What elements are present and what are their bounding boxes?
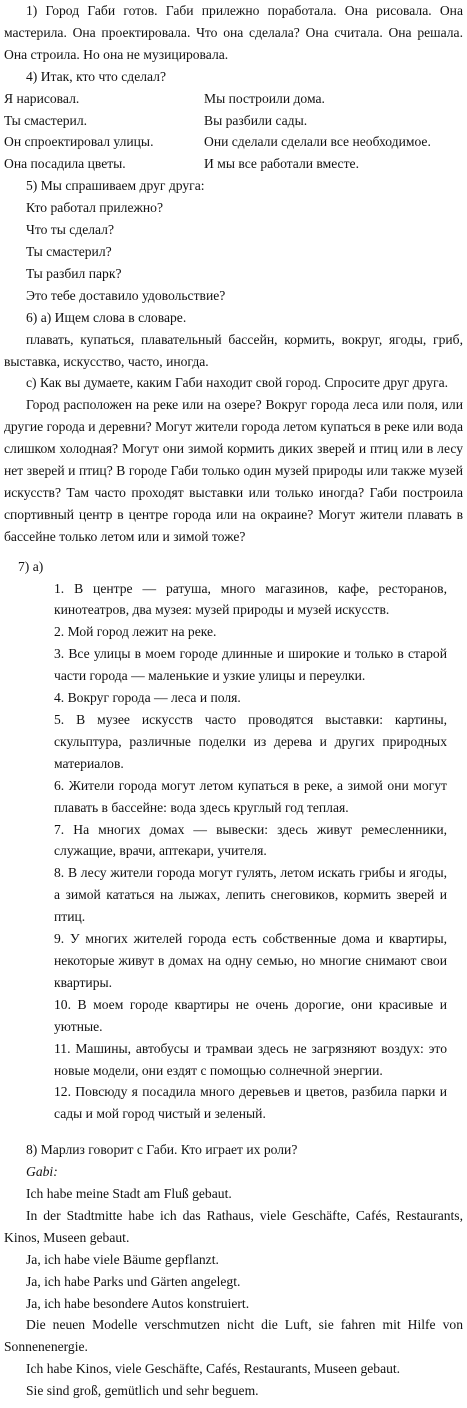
list-item: 1. В центре — ратуша, много магазинов, кафе, ресторанов, кинотеатров, два музея: музей природы и музей искусств. xyxy=(54,580,447,618)
dialogue-lines xyxy=(4,1183,463,1402)
exercise-4-table xyxy=(4,88,463,176)
table-cell-left: Она посадила цветы. xyxy=(4,156,126,172)
exercise-6a-heading: 6) а) Ищем слова в словаре. xyxy=(26,309,187,325)
dialogue-line: Ja, ich habe Parks und Gärten angelegt. xyxy=(26,1273,241,1289)
dialogue-line: In der Stadtmitte habe ich das Rathaus, viele Geschäfte, Cafés, Restaurants, Kinos, Museen gebaut. xyxy=(4,1207,463,1245)
table-row xyxy=(4,88,463,110)
table-cell-right: Мы построили дома. xyxy=(204,90,325,106)
list-item: Что ты сделал? xyxy=(26,222,115,238)
exercise-6c-text: Город расположен на реке или на озере? Вокруг города леса или поля, или другие города и деревни? Могут жители города летом купаться в реке или вода слишком холодная? Могут они зимой кормить диких зверей и птиц или в лесу нет зверей и птиц? В городе Габи только один музей природы или также музей искусств? Там часто проходят выставки или только иногда? Габи построила спортивный центр в центре города или на окраине? Могут жители плавать в бассейне только летом или и зимой тоже? xyxy=(4,397,463,544)
paragraph-1: 1) Город Габи готов. Габи прилежно поработала. Она рисовала. Она мастерила. Она проектировала. Что она сделала? Она считала. Она решала. Она строила. Но она не музицировала. xyxy=(4,3,463,62)
table-cell-right: И мы все работали вместе. xyxy=(204,156,359,172)
dialogue-line: Die neuen Modelle verschmutzen nicht die Luft, sie fahren mit Hilfe von Sonnenenergie. xyxy=(4,1317,463,1355)
list-item: 12. Повсюду я посадила много деревьев и цветов, разбила парки и сады и мой город чистый и зеленый. xyxy=(54,1084,447,1122)
list-item: 6. Жители города могут летом купаться в реке, а зимой они могут плавать в бассейне: вода здесь круглый год теплая. xyxy=(54,777,447,815)
table-cell-left: Он спроектировал улицы. xyxy=(4,134,154,150)
exercise-5-questions xyxy=(4,197,463,307)
speaker-label: Gabi: xyxy=(26,1164,58,1180)
table-row xyxy=(4,153,463,175)
list-item: Ты разбил парк? xyxy=(26,265,122,281)
exercise-7-heading: 7) а) xyxy=(18,558,44,574)
dialogue-line: Ich habe Kinos, viele Geschäfte, Cafés, Restaurants, Museen gebaut. xyxy=(26,1361,401,1377)
list-item: Кто работал прилежно? xyxy=(26,200,163,216)
table-cell-left: Ты смастерил. xyxy=(4,112,87,128)
list-item: 8. В лесу жители города могут гулять, летом искать грибы и ягоды, а зимой кататься на лыжах, лепить снеговиков, кормить зверей и птиц. xyxy=(54,865,447,925)
exercise-6c-heading: с) Как вы думаете, каким Габи находит свой город. Спросите друг друга. xyxy=(26,375,449,391)
table-cell-left: Я нарисовал. xyxy=(4,90,80,106)
exercise-4-heading: 4) Итак, кто что сделал? xyxy=(26,68,166,84)
dialogue-line: Sie sind groß, gemütlich und sehr beguem. xyxy=(26,1383,259,1399)
table-cell-right: Они сделали сделали все необходимое. xyxy=(204,134,431,150)
exercise-5-heading: 5) Мы спрашиваем друг друга: xyxy=(26,178,205,194)
exercise-7-list xyxy=(54,578,447,1126)
list-item: 2. Мой город лежит на реке. xyxy=(54,624,217,640)
table-row xyxy=(4,110,463,132)
exercise-8-heading: 8) Марлиз говорит с Габи. Кто играет их роли? xyxy=(26,1142,298,1158)
list-item: 10. В моем городе квартиры не очень дорогие, они красивые и уютные. xyxy=(54,996,447,1034)
list-item: 5. В музее искусств часто проводятся выставки: картины, скульптура, различные поделки из дерева и других природных материалов. xyxy=(54,712,447,771)
dialogue-line: Ja, ich habe besondere Autos konstruiert. xyxy=(26,1295,250,1311)
table-row xyxy=(4,131,463,153)
list-item: 11. Машины, автобусы и трамваи здесь не загрязняют воздух: это новые модели, они ездят с помощью солнечной энергии. xyxy=(54,1040,447,1078)
list-item: 9. У многих жителей города есть собственные дома и квартиры, некоторые живут в домах на одну семью, но многие снимают свои квартиры. xyxy=(54,931,447,990)
dialogue-line: Ich habe meine Stadt am Fluß gebaut. xyxy=(26,1186,232,1202)
list-item: 4. Вокруг города — леса и поля. xyxy=(54,690,241,706)
exercise-6a-words: плавать, купаться, плавательный бассейн, кормить, вокруг, ягоды, гриб, выставка, искусство, часто, иногда. xyxy=(4,331,463,369)
table-cell-right: Вы разбили сады. xyxy=(204,112,308,128)
list-item: 7. На многих домах — вывески: здесь живут ремесленники, служащие, врачи, аптекари, учителя. xyxy=(54,821,447,859)
list-item: Ты смастерил? xyxy=(26,243,112,259)
dialogue-line: Ja, ich habe viele Bäume gepflanzt. xyxy=(26,1251,219,1267)
list-item: 3. Все улицы в моем городе длинные и широкие и только в старой части города — маленькие и узкие улицы и переулки. xyxy=(54,646,447,684)
list-item: Это тебе доставило удовольствие? xyxy=(26,287,226,303)
